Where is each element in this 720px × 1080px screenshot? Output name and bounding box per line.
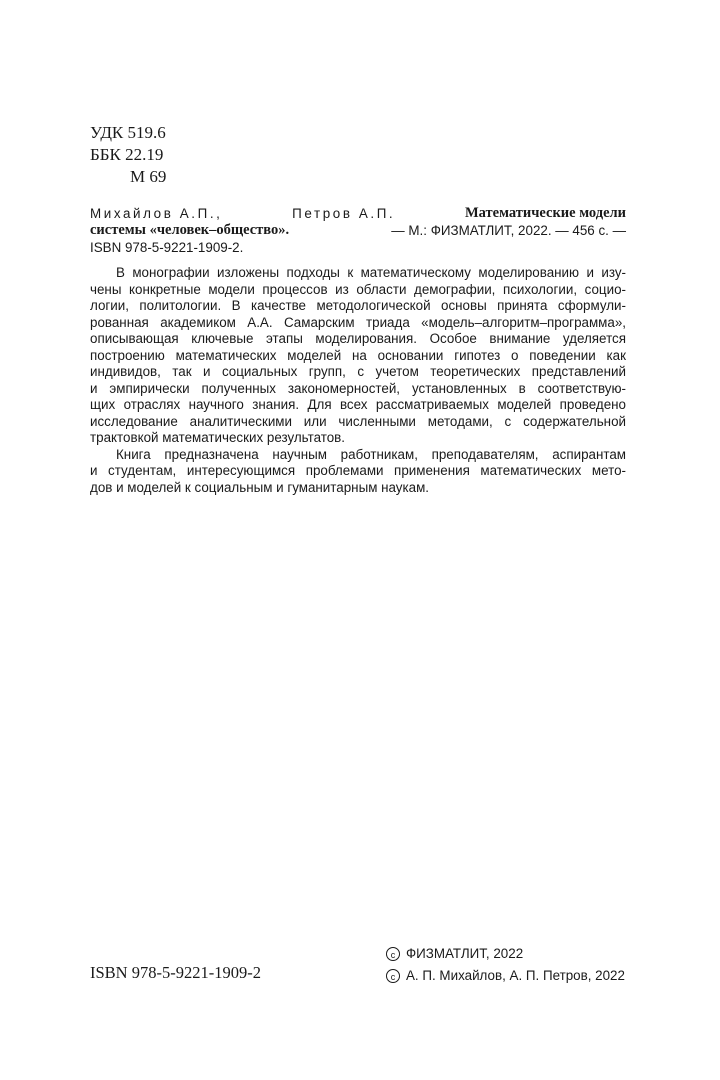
abstract-line: рованная академиком А.А. Самарским триада «модель–алгоритм–программа», bbox=[90, 314, 626, 330]
abstract-line: щих отраслях научного знания. Для всех рассматриваемых моделей проведено bbox=[90, 397, 626, 412]
book-title-part1: Математические модели bbox=[464, 205, 626, 221]
abstract-line: и эмпирически полученных закономерностей, установленных в соответствую- bbox=[90, 380, 626, 396]
publisher-info: — М.: ФИЗМАТЛИТ, 2022. — 456 с. — bbox=[391, 223, 626, 238]
copyright-authors bbox=[386, 965, 625, 987]
abstract-line: чены конкретные модели процессов из области демографии, психологии, социо- bbox=[90, 281, 626, 297]
copyright-icon: c bbox=[386, 969, 400, 983]
abstract-line: дов и моделей к социальным и гуманитарным наукам. bbox=[90, 479, 430, 495]
abstract bbox=[90, 265, 626, 496]
abstract-line: индивидов, так и социальных групп, с учетом теоретических представлений bbox=[90, 364, 626, 379]
author-mark: М 69 bbox=[130, 167, 167, 186]
bbk-code: ББК 22.19 bbox=[90, 145, 164, 164]
citation-line-2 bbox=[90, 222, 626, 239]
citation-line-1 bbox=[90, 205, 626, 222]
book-title-part2: системы «человек–общество». bbox=[90, 222, 290, 238]
author-petrov: Петров А.П. bbox=[292, 206, 396, 221]
copyright-icon: c bbox=[386, 947, 400, 961]
author-mikhailov: Михайлов А.П., bbox=[90, 206, 223, 221]
abstract-line: описывающая ключевые этапы моделирования. Особое внимание уделяется bbox=[90, 331, 626, 346]
abstract-line: Книга предназначена научным работникам, преподавателям, аспирантам bbox=[116, 446, 626, 462]
abstract-line: трактовкой математических результатов. bbox=[90, 430, 346, 445]
udk-code: УДК 519.6 bbox=[90, 123, 166, 142]
copyright-publisher-text: ФИЗМАТЛИТ, 2022 bbox=[406, 946, 524, 961]
copyright-notices bbox=[386, 943, 625, 987]
footer-isbn: ISBN 978-5-9221-1909-2 bbox=[90, 963, 261, 982]
abstract-line: исследование аналитическими или численными методами, с содержательной bbox=[90, 413, 626, 429]
citation-isbn: ISBN 978-5-9221-1909-2. bbox=[90, 240, 244, 255]
abstract-line: В монографии изложены подходы к математическому моделированию и изу- bbox=[116, 265, 626, 280]
abstract-line: и студентам, интересующимся проблемами применения математических мето- bbox=[90, 463, 626, 478]
bibliographic-citation bbox=[90, 205, 626, 256]
classification-codes bbox=[90, 122, 166, 188]
copyright-publisher bbox=[386, 943, 625, 965]
abstract-line: логии, политологии. В качестве методологической основы принята сформули- bbox=[90, 298, 626, 313]
abstract-line: построению математических моделей на основании гипотез о поведении как bbox=[90, 347, 626, 363]
copyright-authors-text: А. П. Михайлов, А. П. Петров, 2022 bbox=[406, 968, 625, 983]
